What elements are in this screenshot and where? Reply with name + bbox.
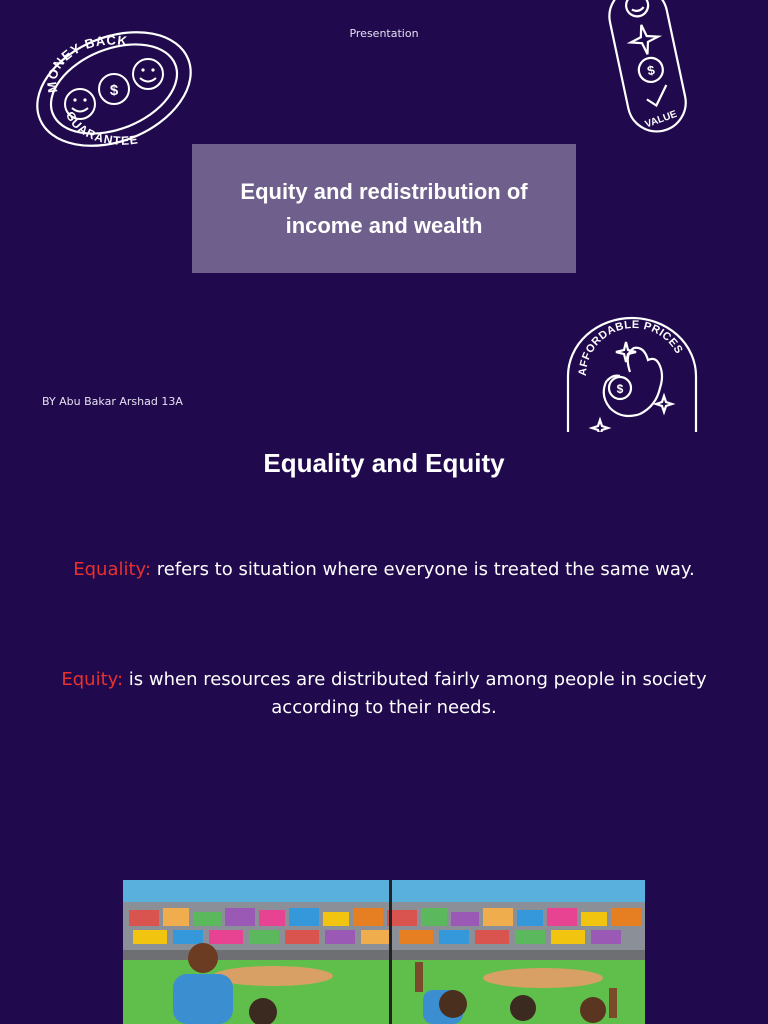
sparkle-icon (628, 22, 662, 57)
svg-text:$: $ (645, 62, 657, 79)
title-box (192, 144, 576, 273)
presentation-title: Equity and redistribution of income and wealth (240, 178, 528, 238)
guarantee-label: GUARANTEE (62, 109, 140, 148)
value-badge (598, 0, 702, 136)
value-label: VALUE (643, 108, 679, 131)
equity-definition (40, 666, 728, 722)
equality-definition (40, 556, 728, 584)
slide-title (0, 0, 768, 432)
equity-term: Equity: (61, 669, 124, 690)
kicker-text: Presentation (349, 27, 419, 40)
smile-icon (624, 0, 650, 18)
section-heading: Equality and Equity (263, 448, 505, 478)
equality-equity-illustration (123, 880, 645, 1024)
stadium-illustration-image (123, 880, 645, 1024)
affordable-prices-badge (560, 312, 704, 432)
author-text: BY Abu Bakar Arshad 13A (42, 395, 183, 408)
equality-text: refers to situation where everyone is treated the same way. (150, 559, 695, 580)
affordable-prices-label: AFFORDABLE PRICES (576, 318, 685, 377)
sparkle-icon (616, 342, 636, 362)
money-back-guarantee-badge (28, 22, 200, 156)
hand-icon (604, 348, 662, 416)
money-back-label: MONEY BACK (43, 32, 129, 94)
equality-term: Equality: (73, 559, 151, 580)
checkmark-icon (645, 85, 670, 107)
svg-text:$: $ (109, 82, 119, 99)
smile-right-icon (133, 59, 163, 89)
svg-text:$: $ (616, 382, 624, 396)
equity-text: is when resources are distributed fairly among people in society according to their needs. (123, 669, 707, 718)
